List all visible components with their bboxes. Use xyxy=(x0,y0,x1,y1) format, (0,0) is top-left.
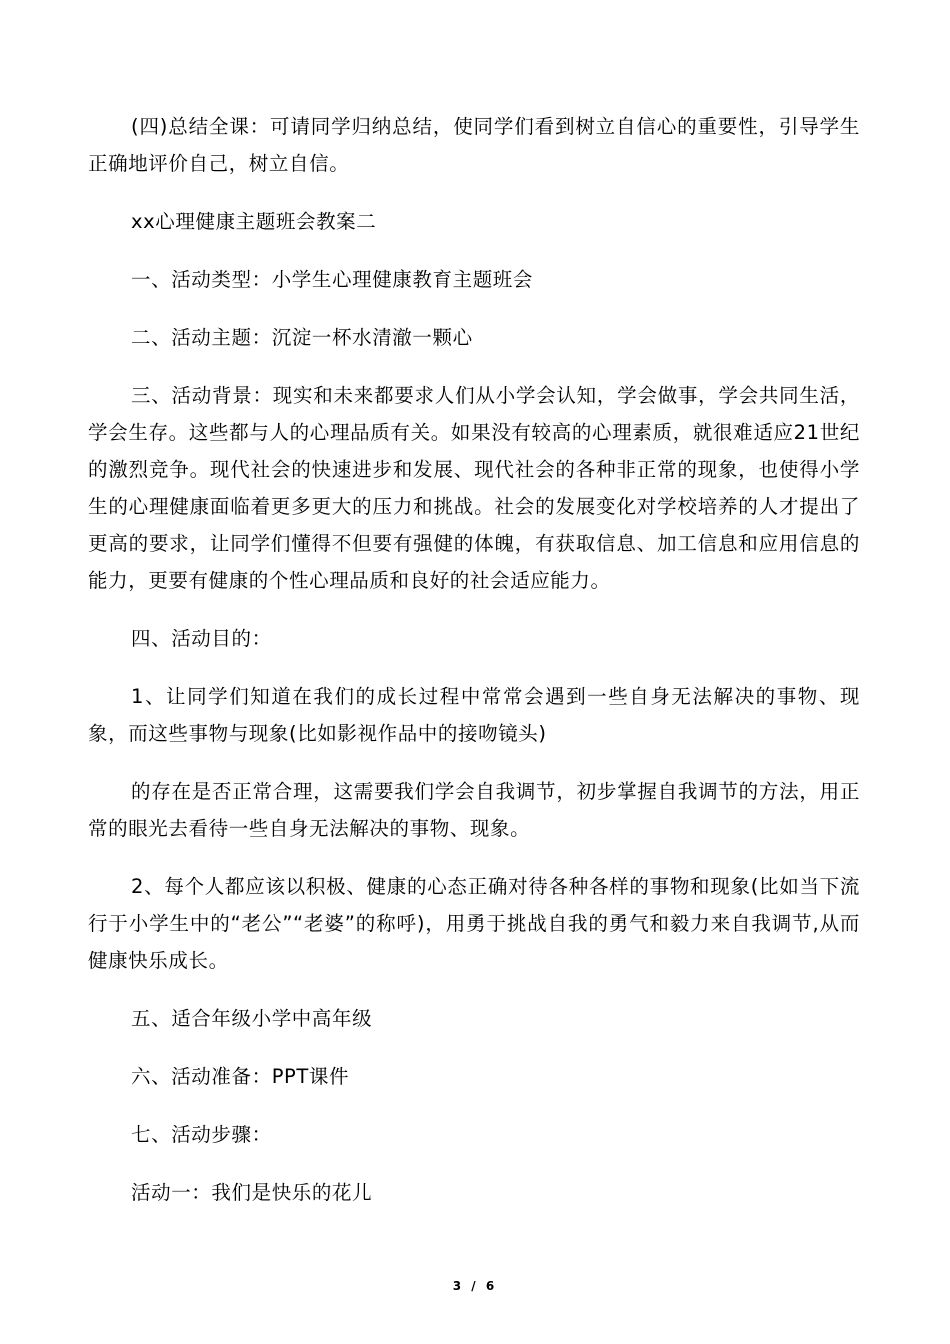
paragraph-plan-title: xx心理健康主题班会教案二 xyxy=(131,210,377,233)
paragraph-activity-goal-heading: 四、活动目的： xyxy=(131,627,272,650)
paragraph-activity-background: 三、活动背景：现实和未来都要求人们从小学会认知，学会做事，学会共同生活，学会生存。这些都与人的心理品质有关。如果没有较高的心理素质，就很难适应21世纪的激烈竞争。现代社会的快速进步和发展、现代社会的各种非正常的现象，也使得小学生的心理健康面临着更多更大的压力和挑战。社会的发展变化对学校培养的人才提出了更高的要求，让同学们懂得不但要有强健的体魄，有获取信息、加工信息和应用信息的能力，更要有健康的个性心理品质和良好的社会适应能力。 xyxy=(88,384,860,592)
paragraph-activity-type: 一、活动类型：小学生心理健康教育主题班会 xyxy=(131,268,534,291)
paragraph-preparation: 六、活动准备：PPT课件 xyxy=(131,1065,350,1088)
paragraph-steps-heading: 七、活动步骤： xyxy=(131,1123,272,1146)
paragraph-grade: 五、适合年级小学中高年级 xyxy=(131,1007,373,1030)
paragraph-goal-1: 1、让同学们知道在我们的成长过程中常常会遇到一些自身无法解决的事物、现象，而这些事物与现象(比如影视作品中的接吻镜头) xyxy=(88,685,860,745)
paragraph-activity-one: 活动一：我们是快乐的花儿 xyxy=(131,1181,373,1204)
paragraph-activity-theme: 二、活动主题：沉淀一杯水清澈一颗心 xyxy=(131,326,473,349)
paragraph-goal-1-continued: 的存在是否正常合理，这需要我们学会自我调节，初步掌握自我调节的方法，用正常的眼光去看待一些自身无法解决的事物、现象。 xyxy=(88,780,860,840)
document-body xyxy=(88,108,860,1232)
paragraph-summary: (四)总结全课：可请同学归纳总结，使同学们看到树立自信心的重要性，引导学生正确地评价自己，树立自信。 xyxy=(88,115,860,175)
page-number: 3 / 6 xyxy=(452,1279,498,1293)
paragraph-goal-2: 2、每个人都应该以积极、健康的心态正确对待各种各样的事物和现象(比如当下流行于小学生中的“老公”“老婆”的称呼)，用勇于挑战自我的勇气和毅力来自我调节,从而健康快乐成长。 xyxy=(88,875,860,972)
